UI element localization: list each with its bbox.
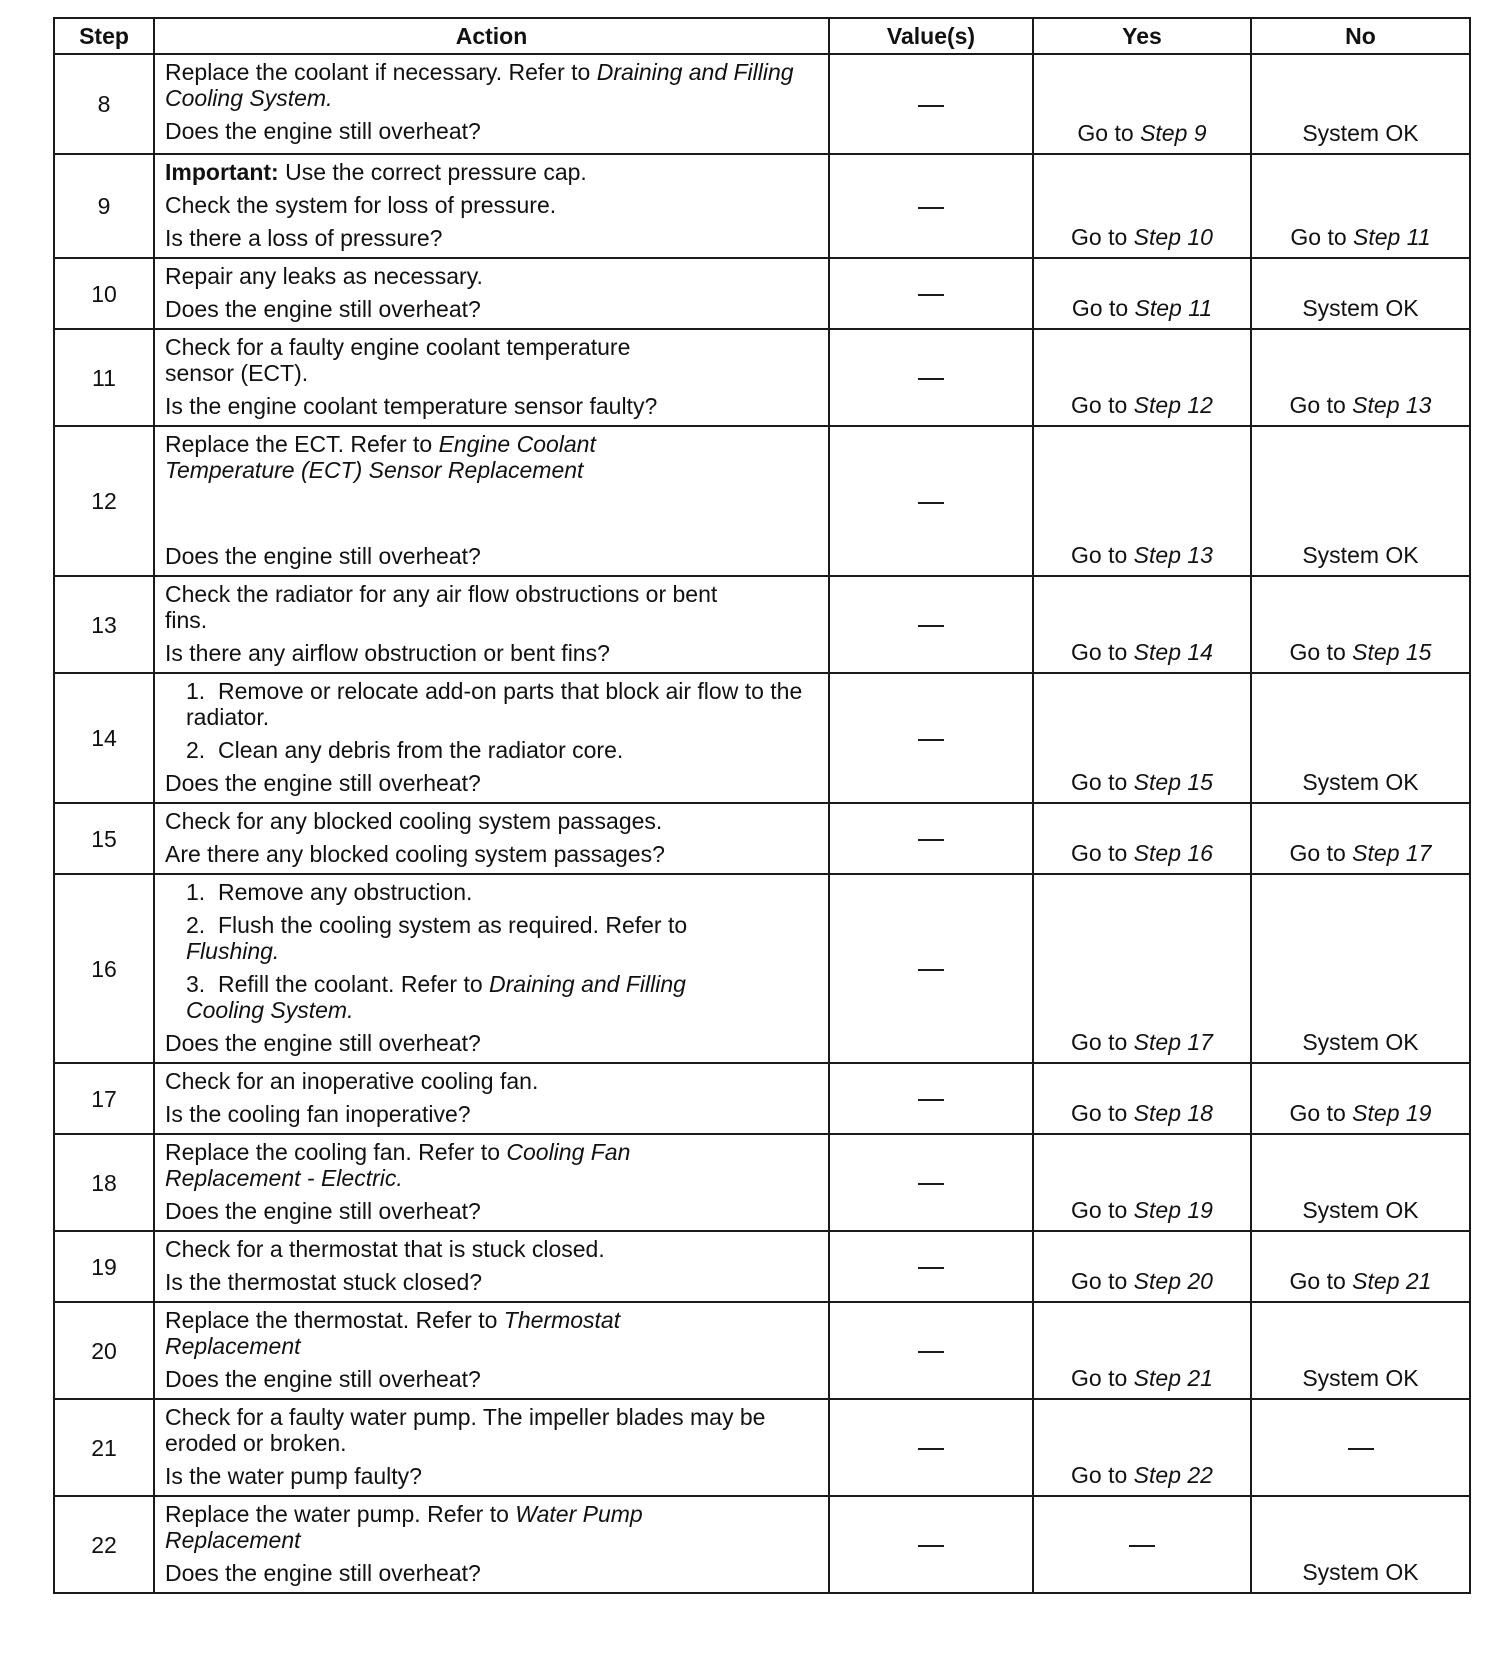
- question: Are there any blocked cooling system passages?: [165, 841, 665, 867]
- action-cell: Check for any blocked cooling system passages. Are there any blocked cooling system passages?: [154, 803, 829, 874]
- value-cell: [829, 426, 1033, 576]
- table-row: [54, 673, 1470, 803]
- no-cell[interactable]: Go to Step 15: [1251, 576, 1470, 673]
- question: Is there a loss of pressure?: [165, 225, 443, 251]
- question: Is the engine coolant temperature sensor faulty?: [165, 393, 658, 419]
- no-cell[interactable]: Go to Step 17: [1251, 803, 1470, 874]
- question: Does the engine still overheat?: [165, 296, 481, 322]
- value-cell: [829, 258, 1033, 329]
- dash-mark: [918, 207, 944, 209]
- reference-link[interactable]: Thermostat Replacement: [165, 1307, 621, 1359]
- reference-link[interactable]: Engine Coolant Temperature (ECT) Sensor Replacement: [165, 431, 596, 483]
- question: Is there any airflow obstruction or bent fins?: [165, 640, 610, 666]
- step-number: 15: [54, 803, 154, 874]
- no-cell: [1251, 1399, 1470, 1496]
- value-cell: [829, 874, 1033, 1063]
- step-number: 12: [54, 426, 154, 576]
- dash-mark: [918, 1099, 944, 1101]
- value-cell: [829, 1063, 1033, 1134]
- step-number: 19: [54, 1231, 154, 1302]
- step-number: 14: [54, 673, 154, 803]
- dash-mark: [918, 1267, 944, 1269]
- reference-link[interactable]: Cooling Fan Replacement - Electric.: [165, 1139, 631, 1191]
- action-cell: Replace the water pump. Refer to Water Pump Replacement Does the engine still overheat?: [154, 1496, 829, 1593]
- table-row: [54, 54, 1470, 154]
- important-label: Important:: [165, 159, 279, 185]
- table-row: [54, 1496, 1470, 1593]
- step-number: 16: [54, 874, 154, 1063]
- value-cell: [829, 329, 1033, 426]
- yes-cell[interactable]: Go to Step 20: [1033, 1231, 1251, 1302]
- numbered-item: 1. Remove or relocate add-on parts that block air flow to the radiator.: [186, 678, 803, 730]
- reference-link[interactable]: Water Pump Replacement: [165, 1501, 643, 1553]
- no-cell[interactable]: Go to Step 11: [1251, 154, 1470, 258]
- numbered-item: 2. Clean any debris from the radiator core.: [186, 737, 624, 763]
- table-row: [54, 803, 1470, 874]
- question: Does the engine still overheat?: [165, 543, 481, 569]
- action-cell: Replace the cooling fan. Refer to Cooling Fan Replacement - Electric. Does the engine still overheat?: [154, 1134, 829, 1231]
- header-values: Value(s): [829, 18, 1033, 54]
- action-cell: [154, 673, 829, 803]
- action-cell: Check for a faulty engine coolant temperature sensor (ECT). Is the engine coolant temperature sensor faulty?: [154, 329, 829, 426]
- step-number: 8: [54, 54, 154, 154]
- dash-mark: [918, 1545, 944, 1547]
- header-row: [54, 18, 1470, 54]
- yes-cell[interactable]: Go to Step 15: [1033, 673, 1251, 803]
- numbered-item: 3. Refill the coolant. Refer to Draining and Filling Cooling System.: [186, 971, 686, 1023]
- no-cell[interactable]: Go to Step 19: [1251, 1063, 1470, 1134]
- reference-link[interactable]: Draining and Filling Cooling System.: [165, 59, 794, 111]
- header-step: Step: [54, 18, 154, 54]
- action-cell: Check for a thermostat that is stuck closed. Is the thermostat stuck closed?: [154, 1231, 829, 1302]
- table-row: [54, 426, 1470, 576]
- dash-mark: [918, 1183, 944, 1185]
- question: Does the engine still overheat?: [165, 1366, 481, 1392]
- dash-mark: [918, 502, 944, 504]
- action-cell: Repair any leaks as necessary. Does the engine still overheat?: [154, 258, 829, 329]
- value-cell: [829, 54, 1033, 154]
- action-cell: [154, 874, 829, 1063]
- header-no: No: [1251, 18, 1470, 54]
- dash-mark: [918, 1351, 944, 1353]
- dash-mark: [918, 969, 944, 971]
- no-cell[interactable]: System OK: [1251, 258, 1470, 329]
- step-number: 21: [54, 1399, 154, 1496]
- action-cell: Check the radiator for any air flow obstructions or bent fins. Is there any airflow obstruction or bent fins?: [154, 576, 829, 673]
- table-row: [54, 329, 1470, 426]
- question: Is the cooling fan inoperative?: [165, 1101, 471, 1127]
- question: Does the engine still overheat?: [165, 1030, 481, 1056]
- question: Does the engine still overheat?: [165, 770, 481, 796]
- yes-cell[interactable]: Go to Step 9: [1033, 54, 1251, 154]
- action-cell: Replace the ECT. Refer to Engine Coolant Temperature (ECT) Sensor Replacement Does the engine still overheat?: [154, 426, 829, 576]
- header-action: Action: [154, 18, 829, 54]
- yes-cell[interactable]: Go to Step 14: [1033, 576, 1251, 673]
- no-cell[interactable]: System OK: [1251, 874, 1470, 1063]
- yes-cell[interactable]: Go to Step 18: [1033, 1063, 1251, 1134]
- yes-cell: [1033, 1496, 1251, 1593]
- dash-mark: [918, 294, 944, 296]
- step-number: 22: [54, 1496, 154, 1593]
- table-row: [54, 258, 1470, 329]
- step-number: 17: [54, 1063, 154, 1134]
- table-row: [54, 1399, 1470, 1496]
- dash-mark: [918, 105, 944, 107]
- reference-link[interactable]: Flushing.: [186, 938, 280, 964]
- action-cell: Replace the coolant if necessary. Refer to Draining and Filling Cooling System. Does the engine still overheat?: [154, 54, 829, 154]
- value-cell: [829, 673, 1033, 803]
- dash-mark: [1129, 1545, 1155, 1547]
- table-row: [54, 1231, 1470, 1302]
- value-cell: [829, 154, 1033, 258]
- yes-cell[interactable]: Go to Step 19: [1033, 1134, 1251, 1231]
- action-cell: Check for an inoperative cooling fan. Is the cooling fan inoperative?: [154, 1063, 829, 1134]
- value-cell: [829, 1496, 1033, 1593]
- yes-cell[interactable]: Go to Step 21: [1033, 1302, 1251, 1399]
- diagnostic-table: [53, 17, 1471, 1594]
- no-cell[interactable]: System OK: [1251, 426, 1470, 576]
- action-cell: Replace the thermostat. Refer to Thermostat Replacement Does the engine still overheat?: [154, 1302, 829, 1399]
- dash-mark: [918, 1448, 944, 1450]
- step-number: 20: [54, 1302, 154, 1399]
- yes-cell[interactable]: Go to Step 17: [1033, 874, 1251, 1063]
- no-cell[interactable]: System OK: [1251, 54, 1470, 154]
- step-number: 13: [54, 576, 154, 673]
- table-row: [54, 1302, 1470, 1399]
- value-cell: [829, 1231, 1033, 1302]
- table-row: [54, 1063, 1470, 1134]
- table-row: [54, 154, 1470, 258]
- table-row: [54, 1134, 1470, 1231]
- no-cell[interactable]: System OK: [1251, 1496, 1470, 1593]
- step-number: 9: [54, 154, 154, 258]
- dash-mark: [918, 839, 944, 841]
- no-cell[interactable]: Go to Step 13: [1251, 329, 1470, 426]
- question: Does the engine still overheat?: [165, 1560, 481, 1586]
- yes-cell[interactable]: Go to Step 11: [1033, 258, 1251, 329]
- question: Does the engine still overheat?: [165, 118, 481, 144]
- reference-link[interactable]: Draining and Filling Cooling System.: [186, 971, 686, 1023]
- numbered-item: 1. Remove any obstruction.: [186, 879, 473, 905]
- action-cell: Important: Use the correct pressure cap. Check the system for loss of pressure. Is there a loss of pressure?: [154, 154, 829, 258]
- dash-mark: [1348, 1448, 1374, 1450]
- value-cell: [829, 1399, 1033, 1496]
- yes-cell[interactable]: Go to Step 16: [1033, 803, 1251, 874]
- dash-mark: [918, 625, 944, 627]
- yes-cell[interactable]: Go to Step 10: [1033, 154, 1251, 258]
- value-cell: [829, 1134, 1033, 1231]
- dash-mark: [918, 739, 944, 741]
- table-row: [54, 576, 1470, 673]
- numbered-item: 2. Flush the cooling system as required. Refer to Flushing.: [186, 912, 688, 964]
- no-cell[interactable]: System OK: [1251, 1134, 1470, 1231]
- table-row: [54, 874, 1470, 1063]
- question: Is the water pump faulty?: [165, 1463, 422, 1489]
- no-cell[interactable]: System OK: [1251, 673, 1470, 803]
- step-number: 18: [54, 1134, 154, 1231]
- no-cell[interactable]: Go to Step 21: [1251, 1231, 1470, 1302]
- value-cell: [829, 803, 1033, 874]
- question: Is the thermostat stuck closed?: [165, 1269, 483, 1295]
- question: Does the engine still overheat?: [165, 1198, 481, 1224]
- value-cell: [829, 1302, 1033, 1399]
- step-number: 11: [54, 329, 154, 426]
- dash-mark: [918, 378, 944, 380]
- yes-cell[interactable]: Go to Step 13: [1033, 426, 1251, 576]
- value-cell: [829, 576, 1033, 673]
- header-yes: Yes: [1033, 18, 1251, 54]
- yes-cell[interactable]: Go to Step 12: [1033, 329, 1251, 426]
- step-number: 10: [54, 258, 154, 329]
- action-cell: Check for a faulty water pump. The impeller blades may be eroded or broken. Is the water pump faulty?: [154, 1399, 829, 1496]
- yes-cell[interactable]: Go to Step 22: [1033, 1399, 1251, 1496]
- no-cell[interactable]: System OK: [1251, 1302, 1470, 1399]
